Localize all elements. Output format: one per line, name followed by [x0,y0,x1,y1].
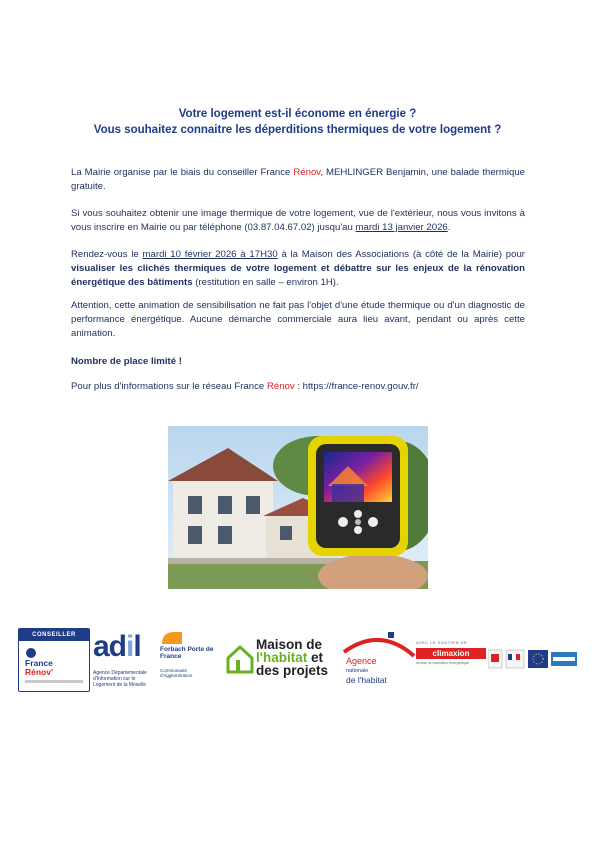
adil-logo [93,630,153,692]
anah-line-1: Agence [346,656,377,666]
forbach-subtitle: Communauté d'Agglomération [160,668,193,678]
p3-text-end: (restitution en salle – environ 1H). [192,277,339,288]
maison-habitat-logo [226,638,338,690]
forbach-name: Forbach Porte de France [160,646,214,660]
paragraph-inscription [71,207,525,235]
thermal-camera-illustration [168,426,428,589]
p6-link[interactable]: : https://france-renov.gouv.fr/ [294,381,419,392]
institution-logos-icon [488,646,578,676]
headline-line-2: Vous souhaitez connaitre les déperditions thermiques de votre logement ? [93,124,502,136]
forbach-logo [158,630,220,692]
p6-renov: Rénov [266,381,295,392]
paragraph-rendez-vous [71,248,525,290]
p1-renov: Rénov [293,167,321,178]
p1-text: La Mairie organise par le biais du conseiller France [71,167,294,178]
adil-subtitle: Agence Départementale d'Information sur le Logement de la Moselle [93,670,147,688]
p2-text: Si vous souhaitez obtenir une image thermique de votre logement, vue de l'extérieur, nous vous invitons à vous inscrire en Mairie ou par téléphone (03.87.04.67.02) jusqu'au [71,208,525,233]
p3-bold: visualiser les clichés thermiques de votre logement et débattre sur les enjeux de la rénovation énergétique des bâtiments [71,263,525,288]
p2-text-end: . [447,222,451,233]
p6-text: Pour plus d'informations sur le réseau France [71,381,267,392]
climaxion-sub: réussir la transition énergétique [416,661,469,665]
headline-line-1: Votre logement est-il économe en énergie ? [178,108,417,120]
paragraph-places-limited: Nombre de place limité ! [71,356,182,367]
france-renov-mark-icon [26,648,36,658]
house-icon [226,644,254,674]
france-renov-tagline-bar [25,680,83,683]
p3-date: mardi 10 février 2026 à 17H30 [142,249,278,260]
anah-line-3: de l'habitat [346,675,387,685]
p3-text: Rendez-vous le [71,249,143,260]
institution-logos [488,646,578,676]
paragraph-more-info [71,380,525,394]
france-renov-name-2: Rénov' [25,667,53,677]
paragraph-organisation [71,166,525,194]
thermal-camera-photo [168,426,428,589]
p2-deadline: mardi 13 janvier 2026 [355,222,448,233]
france-renov-header: CONSEILLER [19,629,89,641]
paragraph-attention: Attention, cette animation de sensibilisation ne fait pas l'objet d'une étude thermique ou d'un diagnostic de performance énergétique. Aucune démarche commerciale aura lieu avant, pendant ou après cette animation. [71,300,525,339]
adil-wordmark: adil [93,630,141,663]
france-renov-logo [18,628,90,692]
climaxion-top: AVEC LE SOUTIEN DE [416,640,468,645]
anah-line-2: nationale [346,668,369,674]
maison-text: Maison de l'habitat et des projets [256,637,329,678]
p3-text-mid: à la Maison des Associations (à côté de la Mairie) pour [277,249,526,260]
partner-logos-row [18,628,578,698]
climaxion-word: climaxion [416,648,486,659]
climaxion-logo [416,640,488,680]
p1-text-end: , MEHLINGER Benjamin, une balade thermique gratuite. [71,167,526,192]
france-renov-name-1: France [25,658,53,668]
